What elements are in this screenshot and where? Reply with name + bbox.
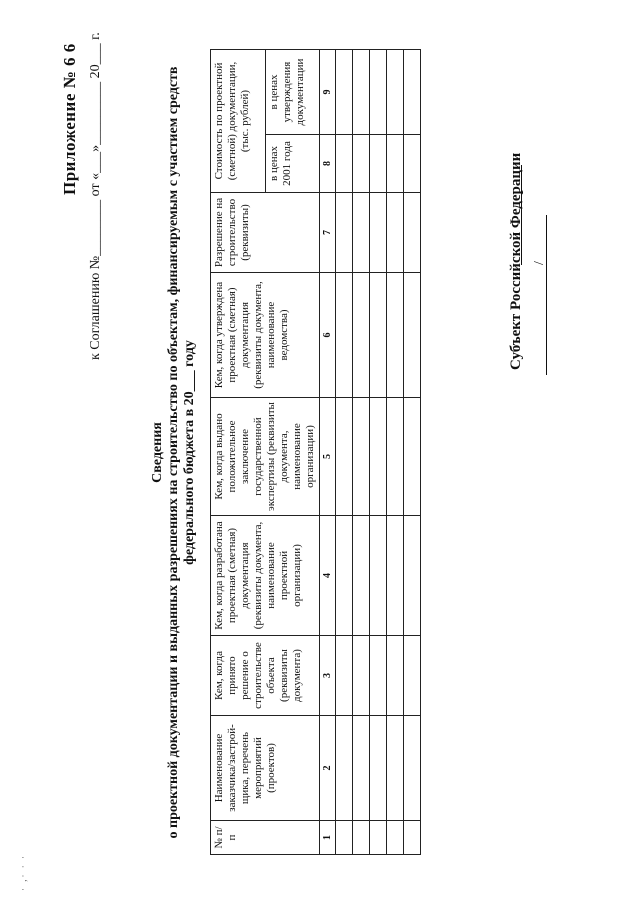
title-line-3: федерального бюджета в 20___ году — [182, 340, 197, 565]
empty-row — [387, 50, 404, 855]
header-name: Наименование заказчика/застрой-щика, перечень мероприятий (проектов) — [211, 716, 320, 821]
col-number: 4 — [320, 516, 336, 636]
signature-line — [520, 165, 522, 265]
header-approved: Кем, когда утверждена проектная (сметная) документация (реквизиты документа, наименование ведомства) — [211, 273, 320, 398]
permits-table — [210, 49, 421, 855]
signature-separator: / — [532, 261, 547, 265]
col-number: 2 — [320, 716, 336, 821]
column-numbers-row — [320, 50, 336, 855]
header-num: № п/п — [211, 821, 320, 855]
empty-row — [370, 50, 387, 855]
agreement-line: к Соглашению №________ от «___»_________ 20___ г. — [88, 32, 103, 360]
col-number: 8 — [320, 135, 336, 193]
col-number: 5 — [320, 398, 336, 516]
empty-row — [336, 50, 353, 855]
title-line-1: Сведения — [150, 422, 165, 483]
header-expertise: Кем, когда выдано положительное заключение государственной экспертизы (реквизиты документа, наименование организации) — [211, 398, 320, 516]
col-number: 3 — [320, 636, 336, 716]
header-cost-2001: в ценах 2001 года — [265, 135, 320, 193]
header-permit: Разрешение на строительство (реквизиты) — [211, 193, 320, 273]
col-number: 6 — [320, 273, 336, 398]
title-line-2: о проектной документации и выданных разрешениях на строительство по объектам, финансируемым с участием средств — [166, 66, 181, 839]
empty-row — [353, 50, 370, 855]
col-number: 1 — [320, 821, 336, 855]
col-number: 9 — [320, 50, 336, 135]
header-cost-group: Стоимость по проектной (сметной) документации, (тыс. рублей) — [211, 50, 266, 193]
document-title — [150, 0, 198, 905]
empty-row — [404, 50, 421, 855]
header-cost-approval: в ценах утверждения документации — [265, 50, 320, 135]
subject-label: Субъект Российской Федерации — [508, 152, 524, 370]
header-developed: Кем, когда разработана проектная (сметная) документация (реквизиты документа, наименование проектной организации) — [211, 516, 320, 636]
signature-name-line — [545, 215, 547, 375]
stamp-marks: · ,· · · — [18, 854, 28, 891]
header-decision: Кем, когда принято решение о строительстве объекта (реквизиты документа) — [211, 636, 320, 716]
header-row-1 — [211, 50, 266, 855]
col-number: 7 — [320, 193, 336, 273]
appendix-label: Приложение № 6 6 — [60, 43, 79, 195]
